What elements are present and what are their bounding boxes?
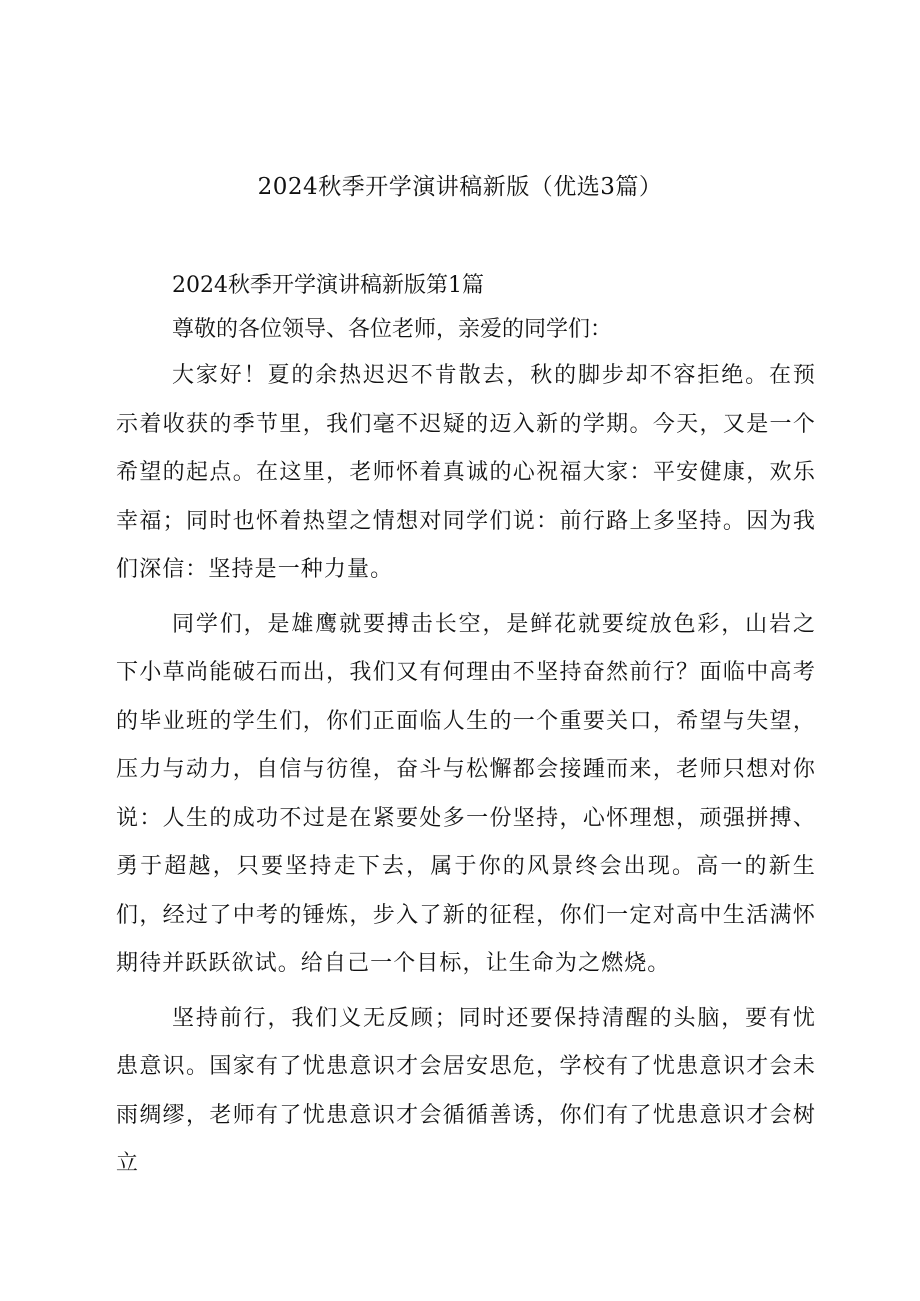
paragraph-2: 同学们，是雄鹰就要搏击长空，是鲜花就要绽放色彩，山岩之下小草尚能破石而出，我们又有何理由不坚持奋然前行？面临中高考的毕业班的学生们，你们正面临人生的一个重要关口，希望与失望，压力与动力，自信与彷徨，奋斗与松懈都会接踵而来，老师只想对你说：人生的成功不过是在紧要处多一份坚持，心怀理想，顽强拼搏、勇于超越，只要坚持走下去，属于你的风景终会出现。高一的新生们，经过了中考的锤炼，步入了新的征程，你们一定对高中生活满怀期待并跃跃欲试。给自己一个目标，让生命为之燃烧。 — [116, 611, 816, 976]
paragraph-1: 大家好！夏的余热迟迟不肯散去，秋的脚步却不容拒绝。在预示着收获的季节里，我们毫不迟疑的迈入新的学期。今天，又是一个希望的起点。在这里，老师怀着真诚的心祝福大家：平安健康，欢乐幸福；同时也怀着热望之情想对同学们说：前行路上多坚持。因为我们深信：坚持是一种力量。 — [116, 363, 816, 582]
paragraph-3: 坚持前行，我们义无反顾；同时还要保持清醒的头脑，要有忧患意识。国家有了忧患意识才会居安思危，学校有了忧患意识才会未雨绸缪，老师有了忧患意识才会循循善诱，你们有了忧患意识才会树立 — [116, 1005, 816, 1176]
salutation: 尊敬的各位领导、各位老师，亲爱的同学们： — [172, 317, 613, 342]
section-heading: 2024秋季开学演讲稿新版第1篇 — [172, 273, 484, 298]
document-title: 2024秋季开学演讲稿新版（优选3篇） — [257, 174, 663, 200]
document-body — [116, 264, 816, 1195]
